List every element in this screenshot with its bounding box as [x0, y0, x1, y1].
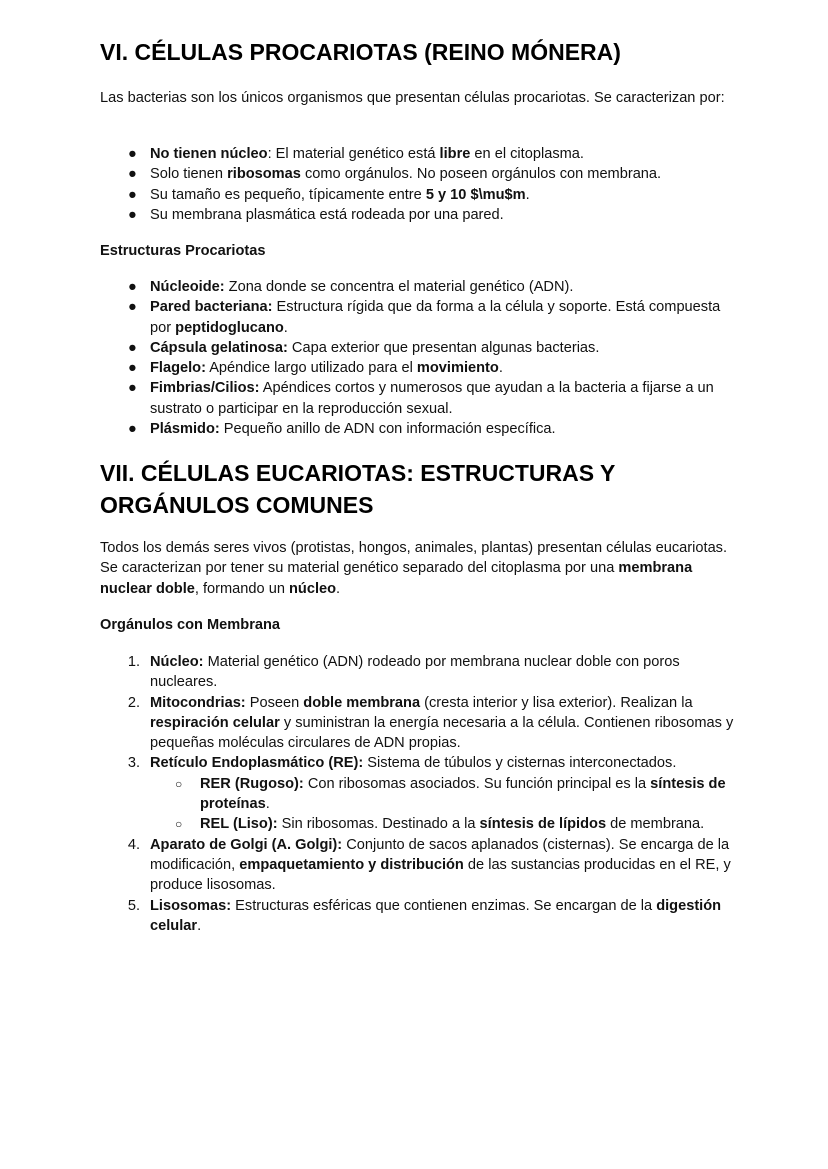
section-7-title-line2: ORGÁNULOS COMUNES	[100, 492, 374, 518]
bullet-icon: ●	[128, 339, 137, 356]
prokaryote-structures-heading: Estructuras Procariotas	[100, 243, 266, 259]
bullet-icon: ●	[128, 299, 137, 316]
sub-list-item: ○ REL (Liso): Sin ribosomas. Destinado a la síntesis de lípidos de membrana.	[100, 814, 735, 834]
list-item: ● Su tamaño es pequeño, típicamente entre 5 y 10 $\mu$m.	[100, 185, 735, 205]
prokaryote-characteristics-list	[100, 144, 735, 225]
circle-bullet-icon: ○	[175, 776, 183, 791]
list-item: ● Fimbrias/Cilios: Apéndices cortos y numerosos que ayudan a la bacteria a fijarse a un sustrato o participar en la reproducción sexual.	[128, 380, 714, 417]
list-item: ● No tienen núcleo: El material genético está libre en el citoplasma.	[100, 144, 735, 164]
list-item: ● Plásmido: Pequeño anillo de ADN con información específica.	[100, 419, 735, 439]
section-6-intro: Las bacterias son los únicos organismos que presentan células procariotas. Se caracterizan por:	[100, 90, 725, 106]
circle-bullet-icon: ○	[175, 817, 183, 832]
sub-list-item: ○ RER (Rugoso): Con ribosomas asociados. Su función principal es la síntesis de proteínas.	[175, 775, 726, 813]
list-item: ● Flagelo: Apéndice largo utilizado para el movimiento.	[100, 358, 735, 378]
list-item: 3. Retículo Endoplasmático (RE): Sistema de túbulos y cisternas interconectados.	[127, 755, 677, 772]
bullet-icon: ●	[128, 279, 137, 295]
section-7-title	[100, 457, 615, 521]
list-item: 2. Mitocondrias: Poseen doble membrana (cresta interior y lisa exterior). Realizan la respiración celular y suministran la energía necesaria a la célula. Contienen ribosomas y pequeñas moléculas circulares de ADN propias.	[127, 694, 734, 752]
prokaryote-structures-list	[100, 277, 735, 439]
bullet-icon: ●	[128, 146, 137, 162]
bullet-icon: ●	[128, 380, 137, 397]
list-item: ● Solo tienen ribosomas como orgánulos. No poseen orgánulos con membrana.	[100, 164, 735, 184]
organelles-heading: Orgánulos con Membrana	[100, 617, 281, 633]
list-item: 4. Aparato de Golgi (A. Golgi): Conjunto de sacos aplanados (cisternas). Se encarga de la modificación, empaquetamiento y distribución de las sustancias producidas en el RE, y produce lisosomas.	[127, 836, 731, 894]
section-6-title: VI. CÉLULAS PROCARIOTAS (REINO MÓNERA)	[100, 39, 621, 65]
list-item: ● Su membrana plasmática está rodeada por una pared.	[100, 205, 735, 225]
section-7-title-line1: VII. CÉLULAS EUCARIOTAS: ESTRUCTURAS Y	[100, 460, 616, 486]
list-item: ● Cápsula gelatinosa: Capa exterior que presentan algunas bacterias.	[100, 338, 735, 358]
list-item: ● Pared bacteriana: Estructura rígida que da forma a la célula y soporte. Está compuesta por peptidoglucano.	[128, 299, 721, 336]
list-item: ● Núcleoide: Zona donde se concentra el material genético (ADN).	[100, 277, 735, 297]
list-item: 1. Núcleo: Material genético (ADN) rodeado por membrana nuclear doble con poros nucleares.	[127, 654, 680, 691]
bullet-icon: ●	[128, 360, 137, 377]
bullet-icon: ●	[128, 421, 137, 438]
bullet-icon: ●	[128, 206, 137, 223]
bullet-icon: ●	[128, 186, 137, 203]
list-item: 5. Lisosomas: Estructuras esféricas que contienen enzimas. Se encargan de la digestión celular.	[127, 897, 722, 934]
bullet-icon: ●	[128, 166, 137, 183]
section-7-intro: Todos los demás seres vivos (protistas, hongos, animales, plantas) presentan células eucariotas. Se caracterizan por tener su material genético separado del citoplasma por una membrana nuclear doble, formando un núcleo.	[100, 540, 728, 597]
organelles-list	[100, 652, 735, 936]
